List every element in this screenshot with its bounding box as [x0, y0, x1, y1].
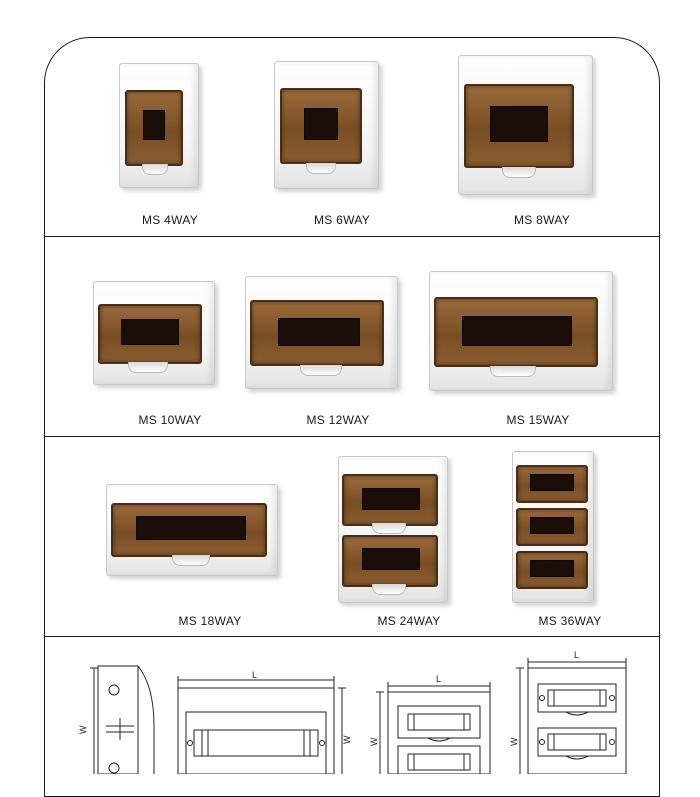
- product-label: MS 12WAY: [306, 413, 370, 427]
- product-label: MS 18WAY: [178, 614, 242, 628]
- row-divider-1: [44, 236, 660, 237]
- technical-drawings: [44, 636, 660, 774]
- length-dim-two-row: L: [436, 674, 442, 684]
- width-dim-three-row: W: [509, 737, 519, 746]
- door-handle: [128, 362, 168, 373]
- breaker-slot-bottom: [362, 548, 420, 570]
- breaker-slot: [121, 319, 179, 345]
- door-handle: [142, 164, 168, 175]
- breaker-slot-row-2: [530, 517, 574, 534]
- breaker-slot: [136, 516, 246, 540]
- product-label: MS 24WAY: [377, 614, 441, 628]
- product-label: MS 36WAY: [538, 614, 602, 628]
- door-handle-top: [372, 523, 406, 534]
- front-view-single-row: [178, 676, 346, 774]
- width-dim-single: W: [342, 735, 352, 744]
- product-label: MS 8WAY: [513, 213, 571, 227]
- door-handle-bottom: [372, 584, 406, 595]
- product-label: MS 10WAY: [138, 413, 202, 427]
- breaker-slot: [304, 108, 338, 140]
- product-label: MS 4WAY: [141, 213, 199, 227]
- breaker-slot-row-1: [530, 474, 574, 491]
- breaker-slot: [490, 106, 548, 142]
- door-handle: [172, 555, 210, 566]
- front-view-two-row: [376, 682, 490, 774]
- breaker-slot: [278, 318, 360, 346]
- breaker-slot-row-3: [530, 560, 574, 577]
- side-view-drawing: [90, 666, 154, 774]
- door-handle: [490, 366, 536, 377]
- length-dim-single: L: [252, 670, 258, 680]
- width-dim-side: W: [78, 725, 88, 734]
- door-handle: [300, 365, 342, 376]
- front-view-three-row: [516, 658, 626, 774]
- breaker-slot: [462, 316, 572, 346]
- breaker-slot: [143, 110, 165, 140]
- product-label: MS 15WAY: [506, 413, 570, 427]
- width-dim-two-row: W: [369, 737, 379, 746]
- door-handle: [306, 163, 336, 174]
- door-handle: [502, 167, 536, 178]
- breaker-slot-top: [362, 488, 420, 510]
- product-label: MS 6WAY: [313, 213, 371, 227]
- row-divider-2: [44, 436, 660, 437]
- length-dim-three-row: L: [574, 650, 580, 660]
